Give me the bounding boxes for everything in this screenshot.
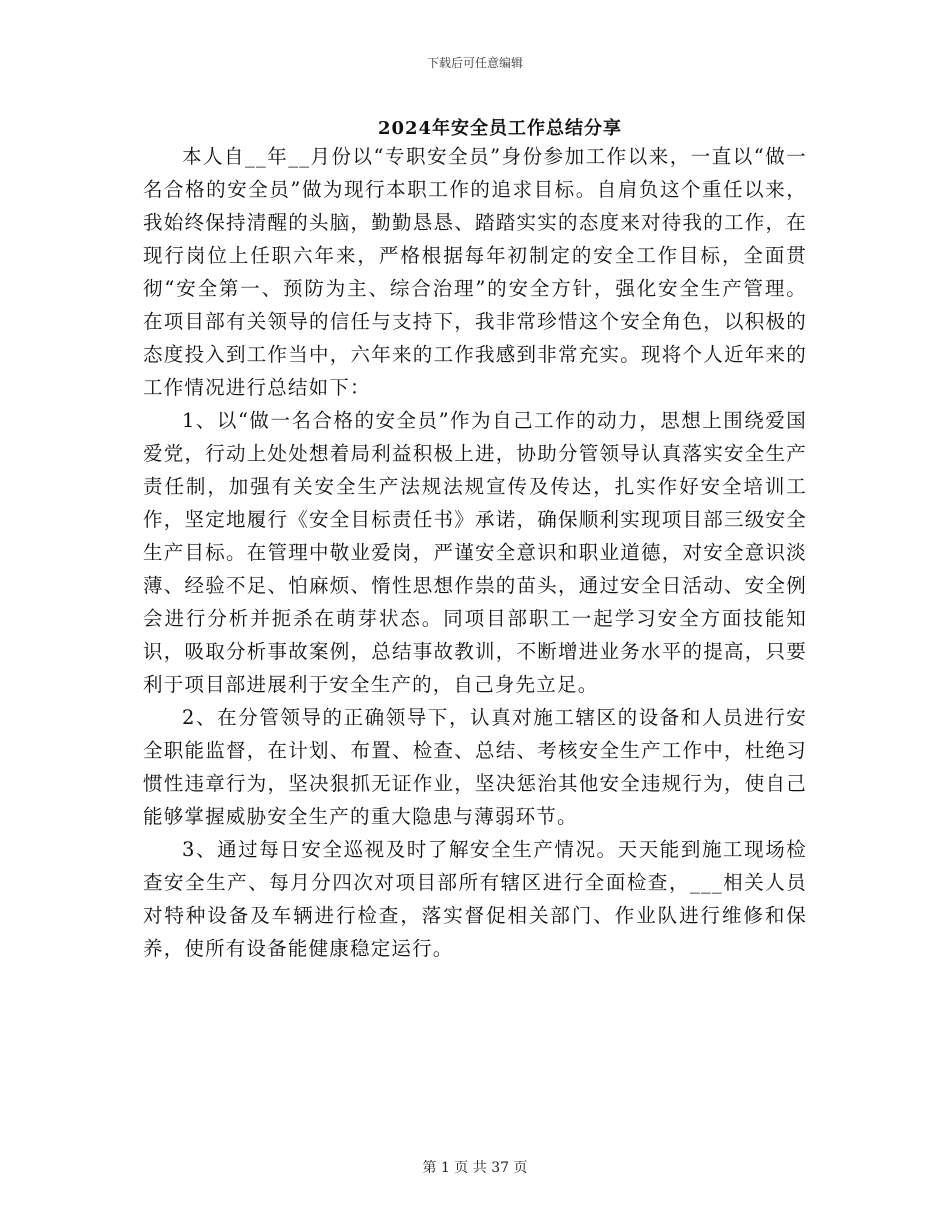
header-note: 下载后可任意编辑 (426, 56, 523, 70)
paragraph-intro: 本人自__年__月份以“专职安全员”身份参加工作以来，一直以“做一名合格的安全员”做为现行本职工作的追求目标。自肩负这个重任以来，我始终保持清醒的头脑，勤勤恳恳、踏踏实实的态度来对待我的工作，在现行岗位上任职六年来，严格根据每年初制定的安全工作目标，全面贯彻“安全第一、预防为主、综合治理”的安全方针，强化安全生产管理。在项目部有关领导的信任与支持下，我非常珍惜这个安全角色，以积极的态度投入到工作当中，六年来的工作我感到非常充实。现将个人近年来的工作情况进行总结如下： (143, 145, 807, 399)
document-title: 2024年安全员工作总结分享 (377, 118, 623, 139)
paragraph-item-3: 3、通过每日安全巡视及时了解安全生产情况。天天能到施工现场检查安全生产、每月分四次对项目部所有辖区进行全面检查，___相关人员对特种设备及车辆进行检查，落实督促相关部门、作业队进行维修和保养，使所有设备能健康稳定运行。 (143, 838, 807, 960)
document-body (143, 140, 807, 965)
page-number: 第 1 页 共 37 页 (422, 1160, 528, 1176)
paragraph-item-2: 2、在分管领导的正确领导下，认真对施工辖区的设备和人员进行安全职能监督，在计划、布置、检查、总结、考核安全生产工作中，杜绝习惯性违章行为，坚决狠抓无证作业，坚决惩治其他安全违规行为，使自己能够掌握威胁安全生产的重大隐患与薄弱环节。 (143, 706, 807, 828)
paragraph-item-1: 1、以“做一名合格的安全员”作为自己工作的动力，思想上围绕爱国爱党，行动上处处想着局利益积极上进，协助分管领导认真落实安全生产责任制，加强有关安全生产法规法规宣传及传达，扎实作好安全培训工作，坚定地履行《安全目标责任书》承诺，确保顺利实现项目部三级安全生产目标。在管理中敬业爱岗，严谨安全意识和职业道德，对安全意识淡薄、经验不足、怕麻烦、惰性思想作祟的苗头，通过安全日活动、安全例会进行分析并扼杀在萌芽状态。同项目部职工一起学习安全方面技能知识，吸取分析事故案例，总结事故教训，不断增进业务水平的提高，只要利于项目部进展利于安全生产的，自己身先立足。 (143, 409, 807, 696)
